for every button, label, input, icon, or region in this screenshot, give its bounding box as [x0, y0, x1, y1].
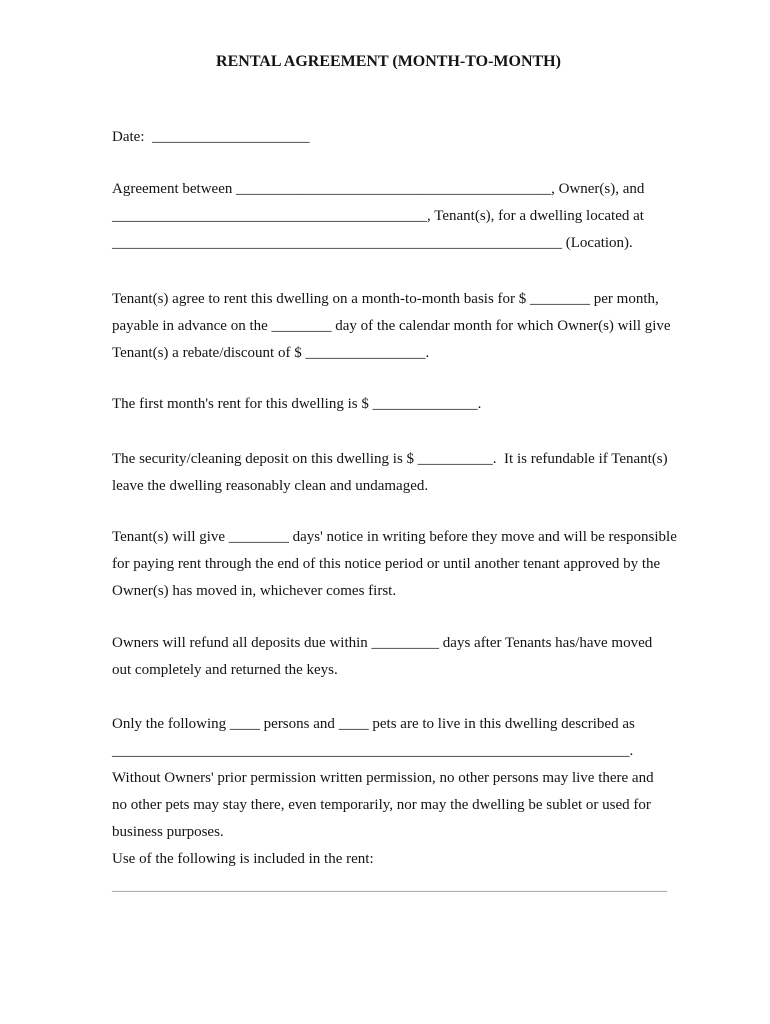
- text-line: leave the dwelling reasonably clean and undamaged.: [112, 478, 429, 494]
- text-line: payable in advance on the ________ day of the calendar month for which Owner(s) will give: [112, 318, 671, 334]
- text-line: no other pets may stay there, even temporarily, nor may the dwelling be sublet or used for: [112, 797, 651, 813]
- text-line: The first month's rent for this dwelling is $ ______________.: [112, 396, 482, 412]
- text-line: The security/cleaning deposit on this dwelling is $ __________. It is refundable if Tenant(s): [112, 451, 668, 467]
- text-line: business purposes.: [112, 824, 224, 840]
- paragraph-agreement-parties: [112, 176, 730, 257]
- text-line: Tenant(s) a rebate/discount of $ ________________.: [112, 345, 430, 361]
- text-line: ____________________________________________________________ (Location).: [112, 235, 633, 251]
- paragraph-security-deposit: [112, 446, 730, 500]
- text-line: Use of the following is included in the rent:: [112, 851, 374, 867]
- paragraph-first-month-rent: [112, 391, 730, 418]
- text-line: Without Owners' prior permission written permission, no other persons may live there and: [112, 770, 654, 786]
- paragraph-deposit-refund: [112, 630, 730, 684]
- text-line: out completely and returned the keys.: [112, 662, 338, 678]
- text-line: Tenant(s) will give ________ days' notice in writing before they move and will be responsible: [112, 529, 677, 545]
- document-title: RENTAL AGREEMENT (MONTH-TO-MONTH): [216, 53, 561, 70]
- dwelling-description-fill-in-line: _____________________________________________________________________.: [112, 743, 634, 759]
- text-line: for paying rent through the end of this notice period or until another tenant approved by the: [112, 556, 661, 572]
- paragraph-included-in-rent-rule: [112, 873, 730, 900]
- paragraph-rent-terms: [112, 286, 730, 367]
- text-line: Tenant(s) agree to rent this dwelling on a month-to-month basis for $ ________ per month,: [112, 291, 659, 307]
- paragraph-move-out-notice: [112, 524, 730, 605]
- text-line: __________________________________________, Tenant(s), for a dwelling located at: [112, 208, 644, 224]
- date-fill-in-line: Date: _____________________: [112, 129, 310, 145]
- included-in-rent-fill-in-line: __________________________________________________________________________: [112, 878, 667, 894]
- text-line: Owner(s) has moved in, whichever comes first.: [112, 583, 397, 599]
- text-line: Owners will refund all deposits due within _________ days after Tenants has/have moved: [112, 635, 653, 651]
- paragraph-occupants-and-use: [112, 711, 730, 873]
- text-line: Only the following ____ persons and ____ pets are to live in this dwelling described as: [112, 716, 635, 732]
- text-line: Agreement between __________________________________________, Owner(s), and: [112, 181, 645, 197]
- paragraph-date: [112, 124, 730, 151]
